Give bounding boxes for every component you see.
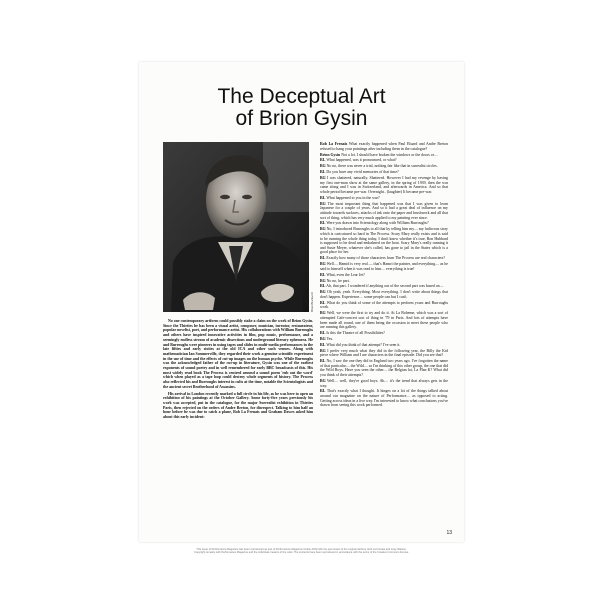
magazine-page xyxy=(139,62,464,542)
speaker-text: That's exactly what I thought. It hinges on a lot of the things talked about around our magazine on the nature of Performance.... as opposed to acting. Getting across ideas in a live way. I'm interested to know what conclusions you've drawn from seeing this work performed. xyxy=(320,389,448,408)
portrait-image xyxy=(163,142,309,312)
speaker-text: Well.... well, they're good boys. Ah.... it's the trend that always gets in the way. xyxy=(320,378,448,388)
interview-entry xyxy=(320,349,448,358)
speaker-label: RL xyxy=(320,359,326,364)
speaker-text: What exactly happened when Paul Eluard and Andre Breton refused to hang your paintings after including them in the catalogue? xyxy=(320,142,449,151)
interview-entry xyxy=(320,301,448,310)
speaker-text: No, I introduced Burroughs to all that by telling him my.... my ludicrous story which is caricatured so hard in The Process. Scary Mary really exists and is said to be running the whole thing today, I don't know whether it's true; Ron Hubbard is supposed to be dead and embalmed on the boat. Scary Mary's really running it and Susie Meyer, whatever she's called, has gone to jail in the States which is a good place for her. xyxy=(320,227,448,255)
speaker-label: BG xyxy=(320,336,326,341)
speaker-label: BG xyxy=(320,175,326,180)
speaker-text: Well.... Hamid is very real — that's Hamri the painter, and everything.... as he said to himself when it was read to him.... everything is true! xyxy=(320,262,448,271)
speaker-text: Do you have any vivid memories of that time? xyxy=(326,170,399,175)
page-number: 13 xyxy=(446,530,452,536)
speaker-label: RL xyxy=(320,389,326,394)
speaker-text: Ah, that part. I wondered if anything out of the second part was based on.... xyxy=(326,284,444,289)
speaker-text: Were you drawn into Scientology along with William Burroughs? xyxy=(326,221,429,226)
interview-entry xyxy=(320,158,448,163)
interview-column xyxy=(320,142,448,409)
speaker-label: RL xyxy=(320,158,326,163)
speaker-label: BG xyxy=(320,227,326,232)
speaker-text: Is this the Theatre of all Possibilities? xyxy=(326,331,385,335)
speaker-text: The most important thing that happened was that I was given to learn Japanese for a couple of years. And so it had a great deal of influence on my attitude towards surfaces, attacks of ink onto the paper and brushwork and all that sort of thing, which has very much applied to my painting ever since. xyxy=(320,201,448,220)
speaker-text: No no, he part. xyxy=(326,278,350,283)
speaker-label: BG xyxy=(320,290,326,295)
speaker-label: BG xyxy=(320,164,326,169)
article-title-line2: of Brion Gysin xyxy=(235,107,368,130)
speaker-text: What, even the Lear Jet? xyxy=(326,272,365,277)
speaker-label: BG xyxy=(320,201,326,206)
interview-entry xyxy=(320,359,448,378)
interview-entry xyxy=(320,311,448,330)
copyright-footer xyxy=(139,548,464,554)
footer-line: Copyright remains with Performance Magazine and the individual creators of the work. The contents have been reproduced in accordance with the terms of the Creative Commons license. xyxy=(194,551,409,555)
interview-entry xyxy=(320,379,448,388)
interview-entry xyxy=(320,170,448,175)
speaker-label: BG xyxy=(320,311,326,316)
intro-paragraph: No one contemporary artform could possibly stake a claim on the work of Brion Gysin. Since the Thirties he has been a visual artist, composer, musician, inventor, restaurateur, popular novelist, poet, and performance artist. His collaborations with William Burroughs and others have inspired innovative activities in film, pop music, performance, and a seemingly endless stream of academic dissections and underground literary ephemera. He and Burroughs were pioneers in using tapes and slides in multi-media performances in the late fifties and early sixties at the old ICA and other such venues. Along with mathematician Ian Sommerville, they regarded their work a genuine scientific experiment in the use of time and the effects of cut-up images on the human psyche. While Burroughs was the acknowledged father of the cut-up in literature, Gysin was one of the earliest exponents of sound poetry and in well remembered for early BBC broadcasts of this. His most widely read book The Process is centred around a sound poem 'rub out the word' which when played as a tape loop could destroy whole segments of history. The Process also reflected his and Burroughs interest in cults at the time, notable the Scientologists and the ancient secret Brotherhood of Assassins. xyxy=(163,319,313,389)
speaker-text: Oh yeah, yeah. Everything. Most everything. I don't write about things that don't happen. Experience.... some people can but I can't. xyxy=(320,290,448,299)
photo-credit: Brian Blackwell xyxy=(310,292,314,312)
interview-entry xyxy=(320,227,448,255)
interview-entry xyxy=(320,142,448,151)
interview-entry xyxy=(320,256,448,261)
speaker-label: RL xyxy=(320,272,326,277)
interview-entry xyxy=(320,164,448,169)
interview-entry xyxy=(320,202,448,221)
speaker-label: Rob La Frenais xyxy=(320,142,348,146)
speaker-text: Not a lot. I should have broken the windows or the doors or.... xyxy=(341,152,438,157)
speaker-label: Brion Gysin xyxy=(320,152,341,157)
intro-paragraph: His arrival in London recently marked a full circle in his life, as he was here to open an exhibition of his paintings at the October Gallery. Some forty-five years previously his work was accepted, put in the catalogue, for the major Surrealist exhibition in Thirties Paris, then rejected on the orders of Andre Breton, for disrespect. Talking to him half an hour before he was due to catch a plane, Rob La Frenais and Graham Dawes asked him about this early incident: xyxy=(163,391,313,420)
speaker-text: What happened to you in the war? xyxy=(326,195,380,200)
speaker-text: I prefer very much what they did in the following year, the Billy the Kid piece where William and I are characters in the final episode. Did you see that? xyxy=(320,348,448,358)
speaker-text: What did you think of that attempt? I've seen it. xyxy=(326,342,401,347)
interview-entry xyxy=(320,273,448,278)
interview-entry xyxy=(320,290,448,299)
portrait-photo xyxy=(163,142,309,312)
speaker-label: BG xyxy=(320,262,326,267)
speaker-label: RL xyxy=(320,170,326,175)
speaker-text: No, I saw the one they did in England two years ago. I've forgotten the name of that particular.... the Wild.... so I'm thinking of this other group, the one that did the Wild Boys. Have you seen the other.... the Belgian lot, La Plan K? What did you think of their attempts? xyxy=(320,359,448,377)
interview-entry xyxy=(320,389,448,408)
speaker-label: RL xyxy=(320,195,326,200)
speaker-label: RL xyxy=(320,300,326,305)
speaker-text: Yes. xyxy=(326,336,334,341)
interview-entry xyxy=(320,343,448,348)
interview-entry xyxy=(320,337,448,342)
interview-entry xyxy=(320,153,448,158)
speaker-text: No no, there was never a trial, nothing fair like that in surrealist circles. xyxy=(326,164,438,169)
speaker-label: BG xyxy=(320,378,326,383)
interview-entry xyxy=(320,221,448,226)
speaker-label: RL xyxy=(320,221,326,226)
speaker-label: BG xyxy=(320,278,326,283)
speaker-label: RL xyxy=(320,342,326,347)
interview-entry xyxy=(320,279,448,284)
speaker-text: What do you think of some of the attempts to perform yours and Burroughs work. xyxy=(320,300,449,310)
speaker-label: RL xyxy=(320,256,326,261)
speaker-text: What happened, was it pronounced, or what? xyxy=(326,158,397,163)
interview-entry xyxy=(320,196,448,201)
interview-entry xyxy=(320,262,448,271)
article-title-line1: The Deceptual Art xyxy=(217,85,386,108)
interview-entry xyxy=(320,284,448,289)
speaker-label: BG xyxy=(320,348,326,353)
speaker-text: Well, we were the first to try and do it. At La Boheme, which was a sort of attempted Cafe-concert sort of thing in '79 in Paris. And lots of attempts have been made all round, one of them being the occasion to meet these people who are running this gallery. xyxy=(320,311,448,330)
speaker-label: RL xyxy=(320,284,326,289)
interview-entry xyxy=(320,331,448,336)
intro-column xyxy=(163,319,313,422)
speaker-label: RL xyxy=(320,331,326,335)
footer-line: This issue of Performance Magazine has been reproduced as part of Performance Magazine Online 2019 with the permission of the original authors. Rob La Frenais and Gray Watson. xyxy=(196,548,407,551)
speaker-text: I was shattered, naturally. Shattered. However I had my revenge by having my first one-man show at the same gallery, in the spring of 1939, then the war came along and I was in Switzerland, and afterwards in America. And so that whole period became pre-war. Overnight.. (laughter) It became pre-war. xyxy=(320,175,448,194)
speaker-text: Exactly how many of those characters from The Process are real characters? xyxy=(326,256,446,261)
interview-entry xyxy=(320,176,448,195)
